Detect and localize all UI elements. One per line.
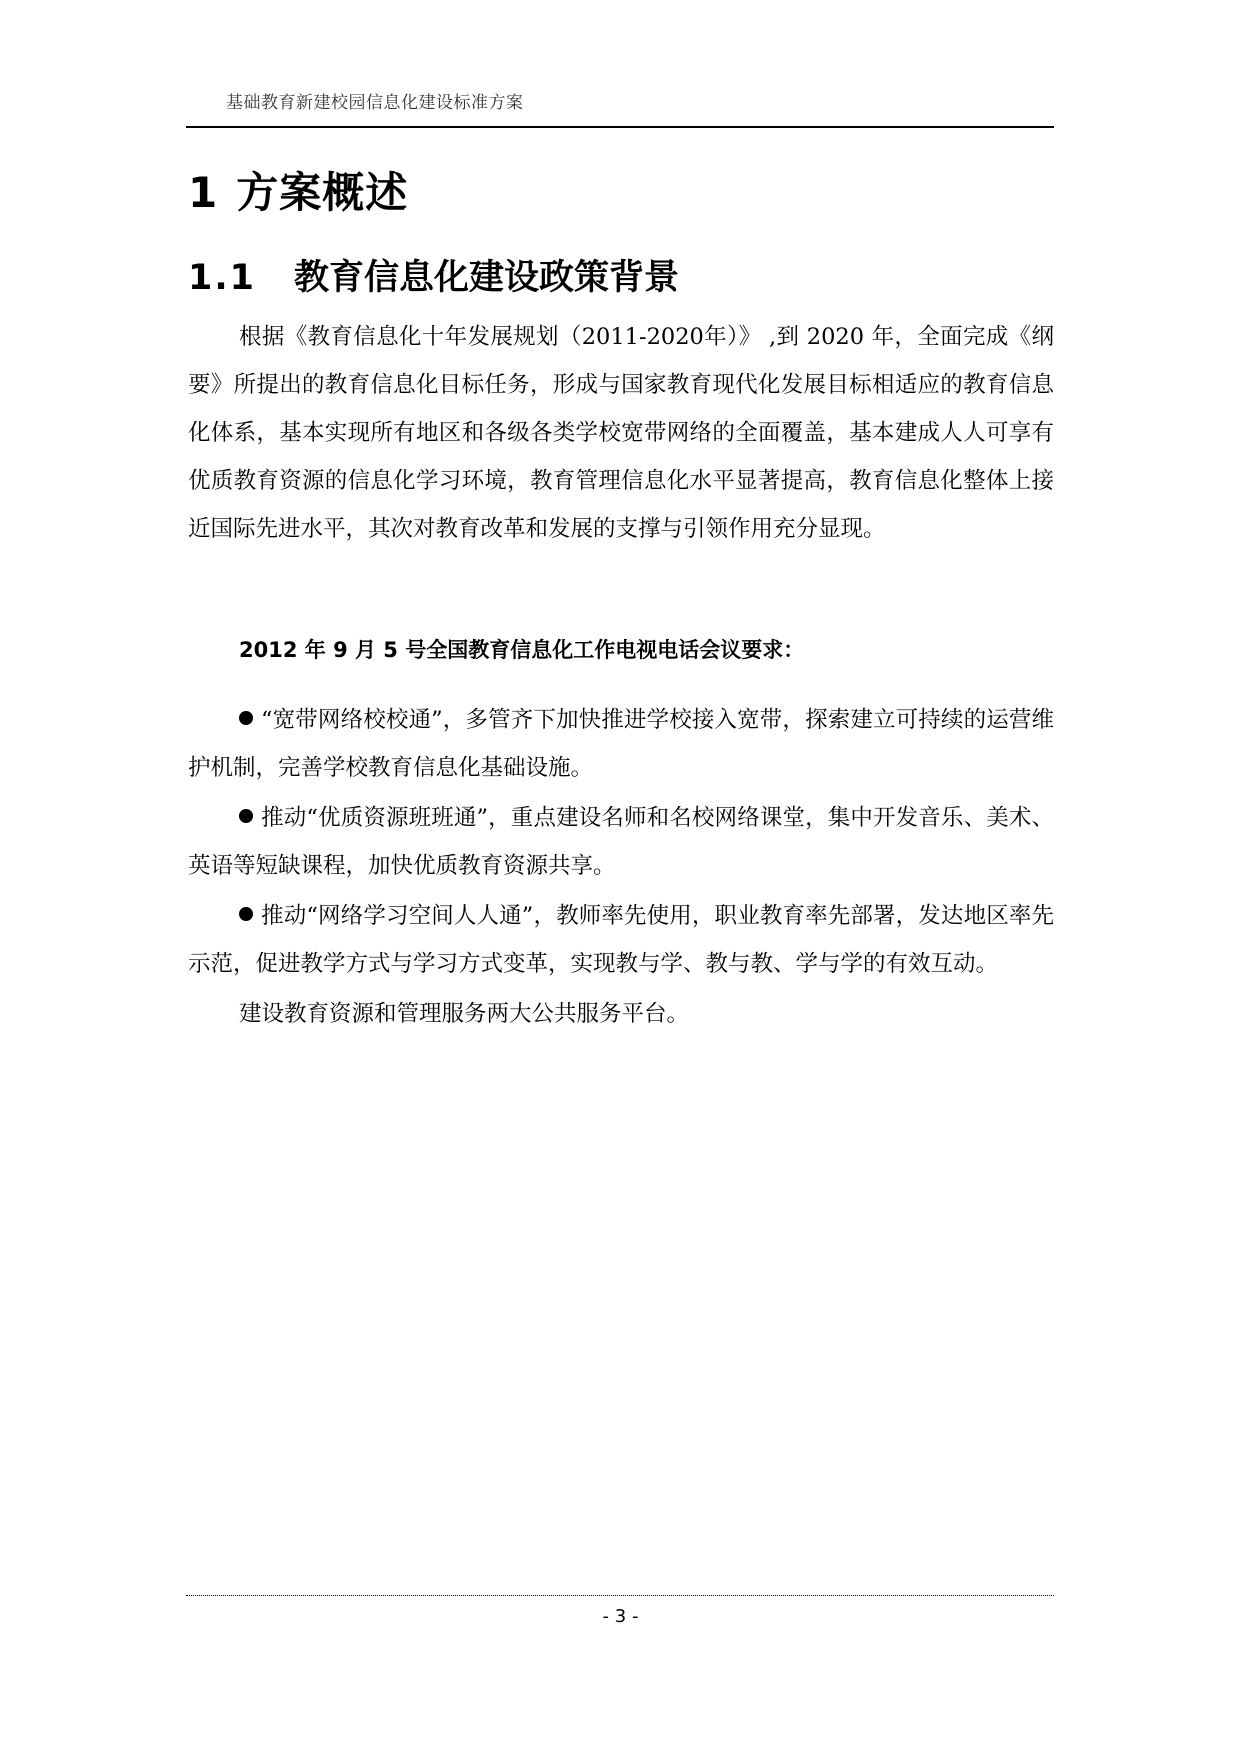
section-heading bbox=[188, 160, 408, 220]
header-divider bbox=[186, 126, 1054, 128]
bullet-icon bbox=[239, 809, 253, 823]
intro-paragraph-block bbox=[188, 313, 1054, 553]
list-item bbox=[188, 696, 1054, 792]
subsection-heading bbox=[188, 250, 679, 300]
page-number: - 3 - bbox=[602, 1606, 639, 1627]
requirements-heading: 2012 年 9 月 5 号全国教育信息化工作电视电话会议要求： bbox=[239, 638, 805, 662]
bullet-icon bbox=[239, 907, 253, 921]
list-item-text: 推动“网络学习空间人人通”，教师率先使用，职业教育率先部署，发达地区率先示范，促进教学方式与学习方式变革，实现教与学、教与教、学与学的有效互动。 bbox=[188, 903, 1054, 977]
closing-paragraph: 建设教育资源和管理服务两大公共服务平台。 bbox=[239, 1001, 690, 1027]
list-item-text: “宽带网络校校通”，多管齐下加快推进学校接入宽带，探索建立可持续的运营维护机制，完善学校教育信息化基础设施。 bbox=[188, 707, 1054, 781]
list-item bbox=[188, 892, 1054, 988]
body-paragraph: 根据《教育信息化十年发展规划（2011-2020年）》 ,到 2020 年，全面完成《纲要》所提出的教育信息化目标任务，形成与国家教育现代化发展目标相适应的教育信息化体系，基本实现所有地区和各级各类学校宽带网络的全面覆盖，基本建成人人可享有优质教育资源的信息化学习环境，教育管理信息化水平显著提高，教育信息化整体上接近国际先进水平，其次对教育改革和发展的支撑与引领作用充分显现。 bbox=[188, 324, 1054, 542]
running-header: 基础教育新建校园信息化建设标准方案 bbox=[226, 93, 524, 113]
subsection-title: 教育信息化建设政策背景 bbox=[294, 258, 680, 298]
subsection-number: 1.1 bbox=[188, 258, 257, 298]
section-number: 1 bbox=[188, 168, 219, 217]
requirements-list bbox=[188, 696, 1054, 1038]
list-item bbox=[188, 794, 1054, 890]
bullet-icon bbox=[239, 711, 253, 725]
section-title: 方案概述 bbox=[236, 168, 409, 217]
footer-divider bbox=[186, 1595, 1054, 1596]
list-item-text: 推动“优质资源班班通”，重点建设名师和名校网络课堂，集中开发音乐、美术、英语等短缺课程，加快优质教育资源共享。 bbox=[188, 805, 1054, 879]
